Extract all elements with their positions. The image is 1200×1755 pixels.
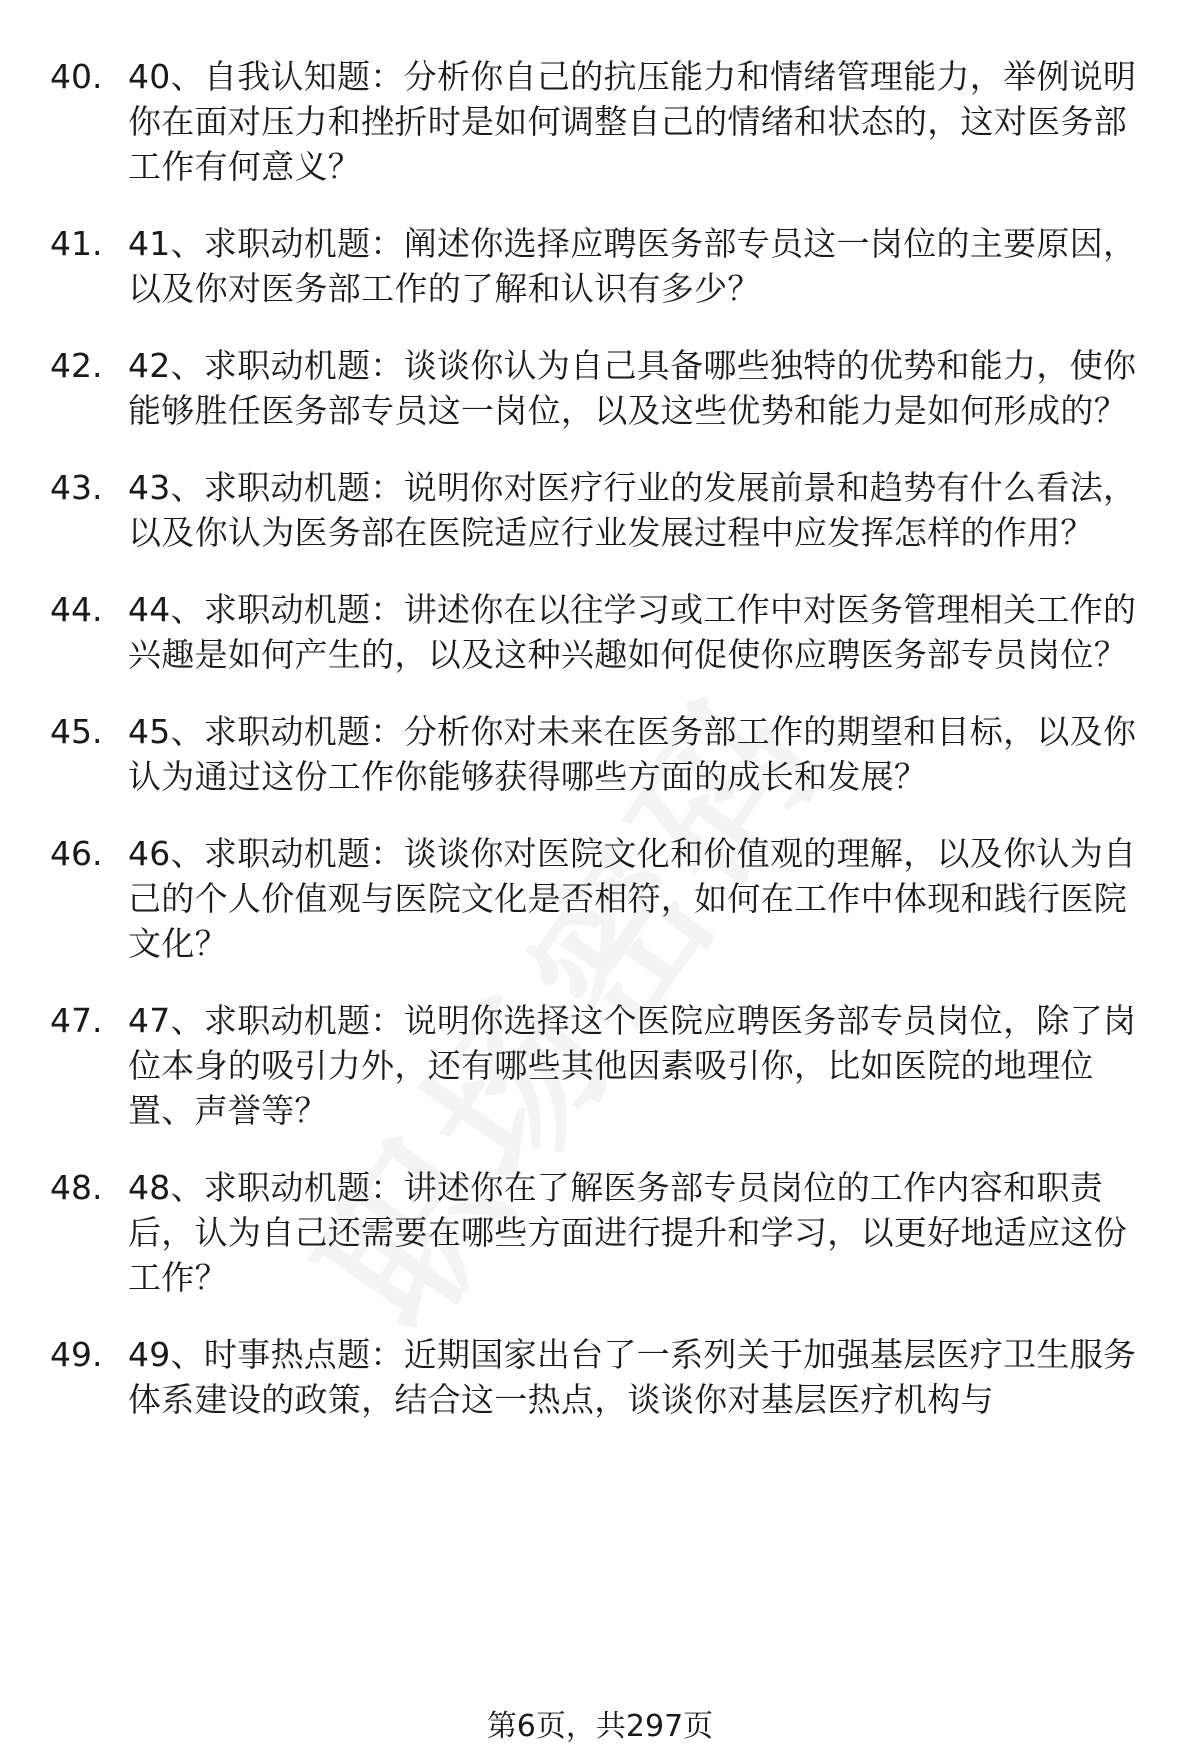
item-text: 44、求职动机题：讲述你在以往学习或工作中对医务管理相关工作的兴趣是如何产生的，以及这种兴趣如何促使你应聘医务部专员岗位？ [128,590,1137,674]
item-number: 45. [50,712,103,751]
item-number: 48. [50,1168,103,1207]
page-footer: 第6页，共297页 [486,1709,714,1744]
list-item [0,343,1200,433]
item-text: 43、求职动机题：说明你对医疗行业的发展前景和趋势有什么看法，以及你认为医务部在医院适应行业发展过程中应发挥怎样的作用？ [128,468,1137,552]
list-item [0,221,1200,311]
list-item [0,831,1200,966]
list-item [0,465,1200,555]
list-item [0,998,1200,1133]
item-number: 47. [50,1001,103,1040]
item-number: 46. [50,834,103,873]
item-text: 41、求职动机题：阐述你选择应聘医务部专员这一岗位的主要原因，以及你对医务部工作的了解和认识有多少？ [128,224,1137,308]
item-text: 40、自我认知题：分析你自己的抗压能力和情绪管理能力，举例说明你在面对压力和挫折时是如何调整自己的情绪和状态的，这对医务部工作有何意义？ [128,57,1137,186]
item-text: 45、求职动机题：分析你对未来在医务部工作的期望和目标，以及你认为通过这份工作你能够获得哪些方面的成长和发展？ [128,712,1137,796]
list-item [0,587,1200,677]
list-item [0,1332,1200,1422]
item-text: 49、时事热点题：近期国家出台了一系列关于加强基层医疗卫生服务体系建设的政策，结合这一热点，谈谈你对基层医疗机构与 [128,1335,1137,1419]
item-text: 46、求职动机题：谈谈你对医院文化和价值观的理解，以及你认为自己的个人价值观与医院文化是否相符，如何在工作中体现和践行医院文化？ [128,834,1137,963]
item-number: 44. [50,590,103,629]
item-number: 43. [50,468,103,507]
item-number: 41. [50,224,103,263]
list-item [0,54,1200,189]
item-text: 48、求职动机题：讲述你在了解医务部专员岗位的工作内容和职责后，认为自己还需要在哪些方面进行提升和学习，以更好地适应这份工作？ [128,1168,1127,1297]
item-number: 42. [50,346,103,385]
list-item [0,1165,1200,1300]
question-list [0,54,1200,1454]
list-item [0,709,1200,799]
item-number: 40. [50,57,103,96]
item-text: 47、求职动机题：说明你选择这个医院应聘医务部专员岗位，除了岗位本身的吸引力外，还有哪些其他因素吸引你，比如医院的地理位置、声誉等？ [128,1001,1137,1130]
item-text: 42、求职动机题：谈谈你认为自己具备哪些独特的优势和能力，使你能够胜任医务部专员这一岗位，以及这些优势和能力是如何形成的？ [128,346,1137,430]
item-number: 49. [50,1335,103,1374]
